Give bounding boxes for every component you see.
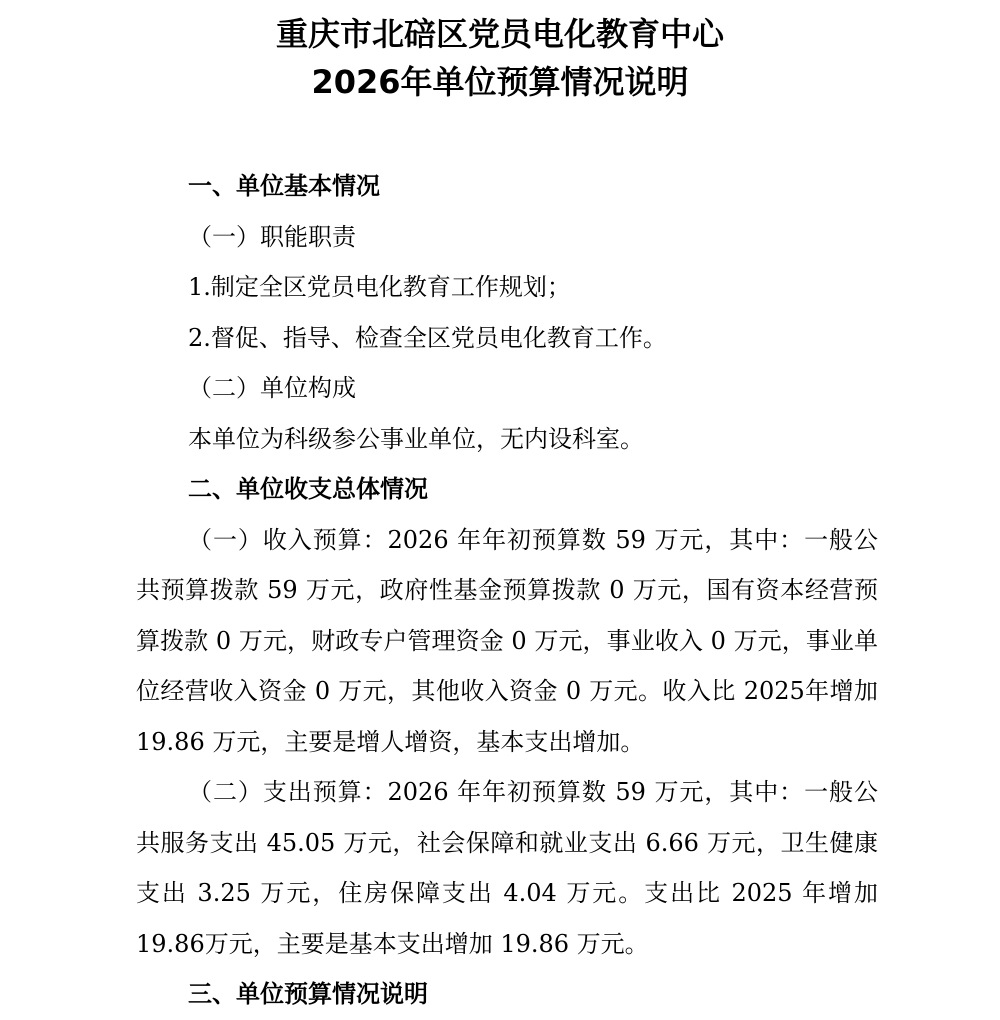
duty-item-2: 2.督促、指导、检查全区党员电化教育工作。 <box>188 323 667 352</box>
subsection-heading-composition: （二）单位构成 <box>188 374 356 402</box>
subsection-heading-duties: （一）职能职责 <box>188 222 356 251</box>
composition-text: 本单位为科级参公事业单位，无内设科室。 <box>188 424 644 453</box>
title-line-2: 2026年单位预算情况说明 <box>311 63 689 101</box>
document-title <box>0 10 1000 106</box>
income-budget-paragraph: （一）收入预算：2026 年年初预算数 59 万元，其中：一般公共预算拨款 59 万元，政府性基金预算拨款 0 万元，国有资本经营预算拨款 0 万元，财政专户管理资金 0 万元，事业收入 0 万元，事业单位经营收入资金 0 万元，其他收入资金 0 万元。收入比 2025年增加 19.86 万元，主要是增人增资，基本支出增加。 <box>136 525 878 756</box>
expense-budget-paragraph: （二）支出预算：2026 年年初预算数 59 万元，其中：一般公共服务支出 45.05 万元，社会保障和就业支出 6.66 万元，卫生健康支出 3.25 万元，住房保障支出 4.04 万元。支出比 2025 年增加 19.86万元，主要是基本支出增加 19.86 万元。 <box>136 778 878 958</box>
section-heading-3: 三、单位预算情况说明 <box>188 980 428 1008</box>
section-heading-1: 一、单位基本情况 <box>188 172 380 200</box>
section-heading-2: 二、单位收支总体情况 <box>188 475 428 503</box>
duty-item-1: 1.制定全区党员电化教育工作规划； <box>188 273 571 301</box>
title-line-1: 重庆市北碚区党员电化教育中心 <box>275 15 724 53</box>
document-body <box>136 161 878 1020</box>
